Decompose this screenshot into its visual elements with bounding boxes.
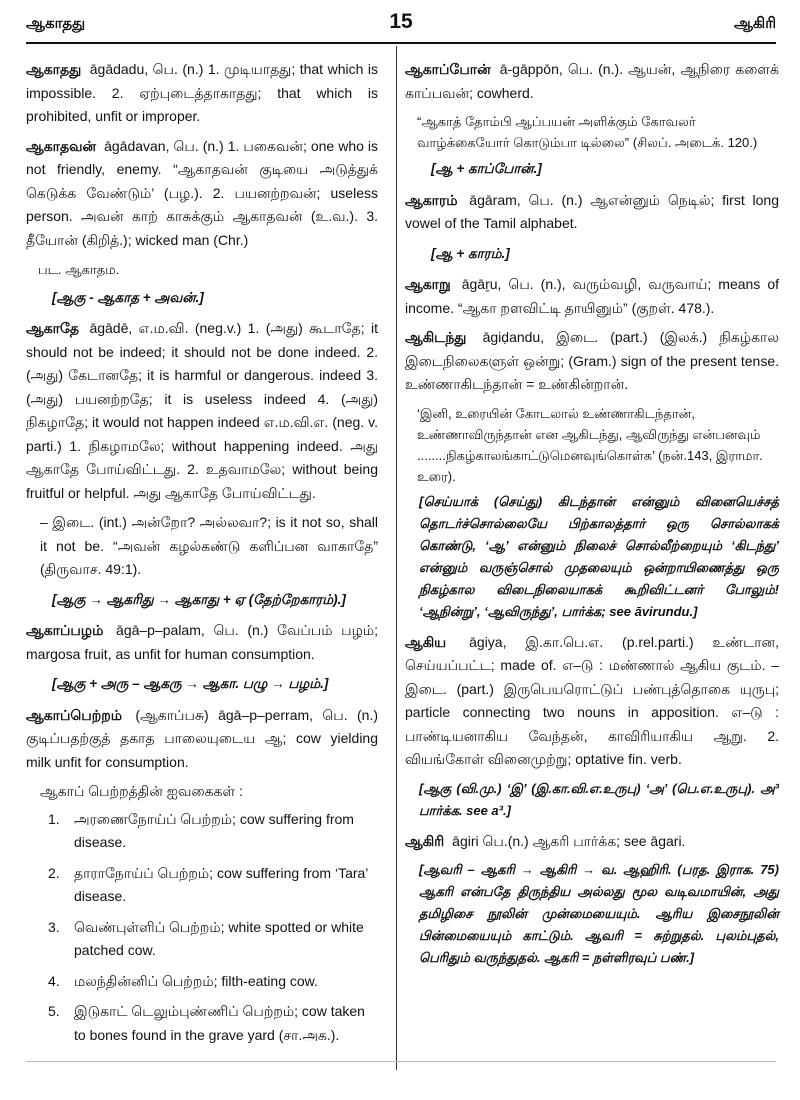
- footer-rule: [26, 1061, 776, 1062]
- entry-definition: āgādadu, பெ. (n.) 1. முடியாதது; that which is impossible. 2. ஏற்புடைத்தாகாதது; that which is prohibited, unfit or improper.: [26, 61, 378, 124]
- entry-definition: āgiḍandu, இடை. (part.) (இலக்.) நிகழ்கால இடைநிலைகளுள் ஒன்று; (Gram.) sign of the present tense. உண்ணாகிடந்தான் = உண்கின்றான்.: [405, 329, 779, 392]
- list-text: மலந்தின்னிப் பெற்றம்; filth-eating cow.: [74, 972, 318, 989]
- entry-etymology: [ஆ + காரம்.]: [431, 245, 510, 261]
- list-item: [26, 916, 378, 963]
- entry-headword: ஆகாப்போன்: [405, 61, 491, 77]
- list-item: [26, 970, 378, 994]
- entry-definition: āgādavan, பெ. (n.) 1. பகைவன்; one who is not friendly, enemy. “ஆகாதவன் குடியை அடுத்துக் கெடுக்க வேண்டும்’ (பழ.). 2. பயனற்றவன்; useless person. அவன் காற் காசுக்கும் ஆகாதவன் (உ.வ.). 3. தீயோன் (கிறித்.); wicked man (Chr.): [26, 137, 379, 248]
- entry: [26, 619, 378, 666]
- entry: [405, 830, 779, 854]
- entry-definition: (ஆகாப்பசு) āgā–p–perram, பெ. (n.) குடிப்பதற்குத் தகாத பாலையுடைய ஆ; cow yielding milk unfit for consumption.: [26, 706, 379, 770]
- entry-headword: ஆகிரி: [405, 832, 445, 849]
- entry-cognate: பட. ஆகாதம.: [38, 262, 120, 277]
- entry-headword: ஆகிய: [405, 633, 447, 650]
- entry: [26, 317, 378, 505]
- entry-etymology: [ஆகு → ஆகரிது → ஆகாது + ஏ (தேற்றேகாரம்).]: [52, 591, 346, 607]
- entry-definition: āgiya, இ.கா.பெ.எ. (p.rel.parti.) உண்டான, செய்யப்பட்ட; made of. எ–டு : மண்ணால் ஆகிய குடம். – இடை. (part.) இருபெயரொட்டுப் பண்புத்தொகை யுருபு; particle connecting two nouns in apposition. எ–டு : பாண்டியனாகிய வேந்தன், காவிரியாகிய ஆறு. 2. வியங்கோள் வினைமுற்று; optative fin. verb.: [405, 633, 779, 767]
- entry-definition: ā-gāppōn, பெ. (n.). ஆயன், ஆநிரை களைக் காப்பவன்; cowherd.: [405, 61, 779, 101]
- entry-definition: āgiri பெ.(n.) ஆகரி பார்க்க; see āgari.: [452, 832, 686, 849]
- right-column: [405, 58, 779, 977]
- header-rule: [26, 42, 776, 44]
- entry-etymology: [ஆகு (வி.மு.) ‘இ’ (இ.கா.வி.எ.உருபு) ‘அ’ (பெ.எ.உருபு). அ³ பார்க்க. see a³.]: [419, 780, 779, 818]
- list-number: 2.: [48, 864, 60, 881]
- running-head-right: ஆகிரி: [733, 14, 776, 32]
- list-text: வெண்புள்ளிப் பெற்றம்; white spotted or white patched cow.: [74, 918, 364, 958]
- entry-etymology: [ஆ + காப்போன்.]: [431, 161, 542, 176]
- entry-headword: ஆகிடந்து: [405, 329, 467, 345]
- entry-definition: āgāṟu, பெ. (n.), வரும்வழி, வருவாய்; means of income. “ஆகா றளவிட்டி தாயினும்” (குறள். 478.).: [405, 276, 780, 316]
- entry: [26, 704, 378, 775]
- column-divider: [396, 46, 397, 1070]
- entry-quotation: ‘இனி, உரையின் கோடலால் உண்ணாகிடந்தான், உண்ணாவிருந்தான் என ஆகிடந்து, ஆவிருந்து என்பனவும் ........நிகழ்காலங்காட்டுமெனவுங்கொள்க’ (நன்.143, இராமா. உரை).: [417, 405, 763, 484]
- entry-headword: ஆகாதவன்: [26, 137, 97, 154]
- cow-types-list: [26, 808, 378, 1048]
- page-number: 15: [389, 10, 413, 33]
- entry-etymology: [ஆகு + அரு – ஆகரு → ஆகா. பழு → பழம்.]: [52, 676, 329, 691]
- entry-headword: ஆகாறு: [405, 276, 451, 292]
- list-number: 4.: [48, 972, 60, 989]
- page-header: [26, 6, 776, 40]
- entry: [405, 58, 779, 105]
- list-text: இடுகாட் டெலும்புண்ணிப் பெற்றம்; cow taken to bones found in the grave yard (சா.அக.).: [74, 1003, 365, 1043]
- list-text: அரணைநோய்ப் பெற்றம்; cow suffering from disease.: [74, 810, 354, 850]
- entry: [405, 189, 779, 236]
- entry: [405, 631, 779, 772]
- entry-definition: āgāram, பெ. (n.) ஆஎன்னும் நெடில்; first long vowel of the Tamil alphabet.: [405, 191, 779, 231]
- entry-headword: ஆகாதே: [26, 320, 80, 336]
- list-number: 3.: [48, 918, 60, 935]
- entry: [405, 326, 779, 397]
- list-item: [26, 862, 378, 909]
- entry-definition: āgā–p–palam, பெ. (n.) வேப்பம் பழம்; margosa fruit, as unfit for human consumption.: [26, 622, 378, 662]
- entry-note: [ஆவரி – ஆகரி → ஆகிரி → வ. ஆஹிரி. (பரத. இராக. 75) ஆகரி என்பதே திருந்திய அல்லது மூல வடிவமாயின், அது தமிழிசை நூலின் முன்மையையும். ஆரிய இசைநூலின் பின்மையையும் காட்டும். ஆவரி = சுற்றுதல். புலம்புதல், பெரிதும் வருந்துதல். ஆகரி = நள்ளிரவுப் பண்.]: [419, 862, 779, 965]
- entry-definition: āgādē, எ.ம.வி. (neg.v.) 1. (அது) கூடாதே; it should not be indeed; it should not be done indeed. 2. (அது) கேடானதே; it is harmful or dangerous. indeed 3. (அது) பயனற்றதே; it is useless indeed 4. (அது) நிகழாதே; it would not happen indeed எ.ம.வி.எ. (neg. v. parti.) 1. நிகழாமலே; without happening indeed. அது ஆகாதே போய்விட்டது. 2. உதவாமலே; without being fruitful or helpful. அது ஆகாதே போய்விட்டது.: [26, 320, 379, 501]
- list-item: [26, 808, 378, 855]
- list-item: [26, 1000, 378, 1047]
- entry-quotation: “ஆகாத் தோம்பி ஆப்பயன் அளிக்கும் கோவலர் வாழ்க்கையோர் கொடும்பா டில்லை” (சிலப். அடைக். 120.): [417, 114, 758, 150]
- entry-sense: – இடை. (int.) அன்றோ? அல்லவா?; is it not so, shall it not be. “அவன் கழல்கண்டு களிப்பன வாகாதே” (திருவாச. 49:1).: [40, 514, 378, 577]
- list-number: 1.: [48, 810, 60, 827]
- entry-etymology: [ஆகு - ஆகாத + அவன்.]: [52, 289, 204, 305]
- entry-headword: ஆகாப்பெற்றம்: [26, 706, 123, 723]
- left-column: [26, 58, 378, 1054]
- entry-headword: ஆகாதது: [26, 61, 82, 77]
- list-number: 5.: [48, 1003, 60, 1019]
- running-head-left: ஆகாதது: [26, 14, 86, 32]
- entry-note: [செய்யாக் (செய்து) கிடந்தான் என்னும் வினையெச்சத் தொடர்ச்சொல்லையே பிற்காலத்தார் ஒரு சொல்லாகக் கொண்டு, ‘ஆ’ என்னும் நிலைச் சொல்லீற்றையும் ‘கிடந்து’ என்னும் வருஞ்சொல் முதலையும் ஒன்றாயிணைத்து ஒரு நிகழ்கால விடைநிலையாகக் கூறிவிட்டனர் போலும்! ‘ஆநின்று’, ‘ஆவிருந்து’, பார்க்க; see āvirundu.]: [419, 493, 779, 619]
- entry: [26, 135, 378, 253]
- entry: [26, 58, 378, 129]
- list-intro: ஆகாப் பெற்றத்தின் ஐவகைகள் :: [40, 783, 243, 799]
- list-text: தாராநோய்ப் பெற்றம்; cow suffering from ‘Tara’ disease.: [74, 864, 368, 904]
- entry: [405, 273, 779, 320]
- entry-headword: ஆகாப்பழம்: [26, 622, 104, 638]
- entry-headword: ஆகாரம்: [405, 191, 458, 208]
